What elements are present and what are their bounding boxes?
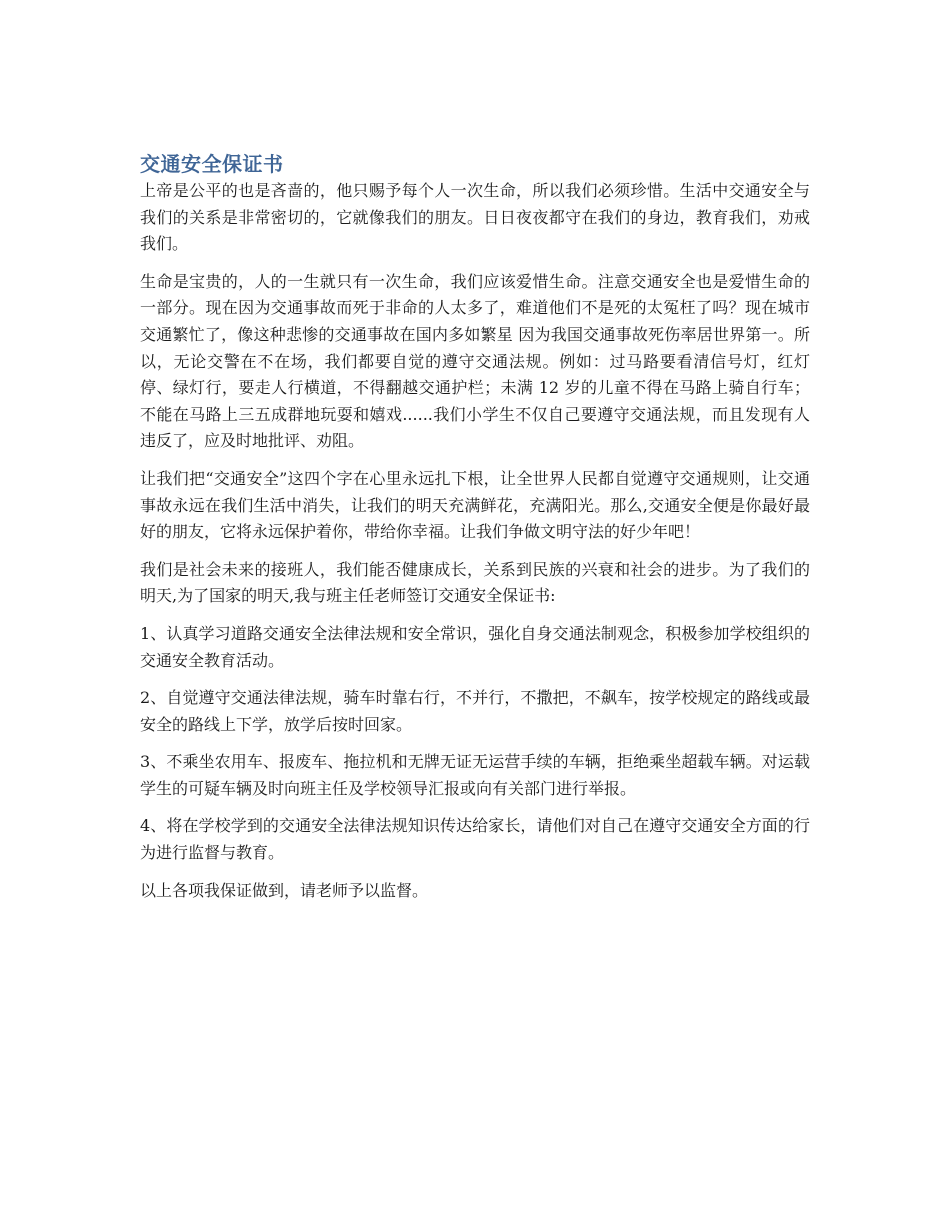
paragraph-pledge-intro: 我们是社会未来的接班人，我们能否健康成长，关系到民族的兴衰和社会的进步。为了我们的明天,为了国家的明天,我与班主任老师签订交通安全保证书: [140, 559, 810, 606]
paragraph-intro: 上帝是公平的也是吝啬的，他只赐予每个人一次生命，所以我们必须珍惜。生活中交通安全与我们的关系是非常密切的，它就像我们的朋友。日日夜夜都守在我们的身边，教育我们，劝戒我们。 [140, 181, 810, 254]
paragraph-call-to-action: 让我们把“交通安全”这四个字在心里永远扎下根，让全世界人民都自觉遵守交通规则，让交通事故永远在我们生活中消失，让我们的明天充满鲜花，充满阳光。那么,交通安全便是你最好最好的朋友，它将永远保护着你，带给你幸福。让我们争做文明守法的好少年吧！ [140, 468, 810, 542]
paragraph-life: 生命是宝贵的，人的一生就只有一次生命，我们应该爱惜生命。注意交通安全也是爱惜生命的一部分。现在因为交通事故而死于非命的人太多了，难道他们不是死的太冤枉了吗？现在城市交通繁忙了，像这种悲惨的交通事故在国内多如繁星 因为我国交通事故死伤率居世界第一。所以，无论交警在不在场，我们都要自觉的遵守交通法规。例如：过马路要看清信号灯，红灯停、绿灯行，要走人行横道，不得翻越交通护栏；未满 12 岁的儿童不得在马路上骑自行车；不能在马路上三五成群地玩耍和嬉戏......我们小学生不仅自己要遵守交通法规，而且发现有人违反了，应及时地批评、劝阻。 [140, 271, 810, 451]
paragraph-closing: 以上各项我保证做到，请老师予以监督。 [140, 880, 429, 900]
pledge-item-4: 4、将在学校学到的交通安全法律法规知识传达给家长，请他们对自己在遵守交通安全方面的行为进行监督与教育。 [140, 816, 810, 863]
document-body [140, 150, 810, 915]
document-title: 交通安全保证书 [140, 152, 284, 176]
pledge-item-1: 1、认真学习道路交通安全法律法规和安全常识，强化自身交通法制观念，积极参加学校组织的交通安全教育活动。 [140, 623, 810, 670]
pledge-item-2: 2、自觉遵守交通法律法规，骑车时靠右行，不并行，不撒把，不飙车，按学校规定的路线或最安全的路线上下学，放学后按时回家。 [140, 688, 810, 734]
pledge-item-3: 3、不乘坐农用车、报废车、拖拉机和无牌无证无运营手续的车辆，拒绝乘坐超载车辆。对运载学生的可疑车辆及时向班主任及学校领导汇报或向有关部门进行举报。 [140, 752, 810, 798]
